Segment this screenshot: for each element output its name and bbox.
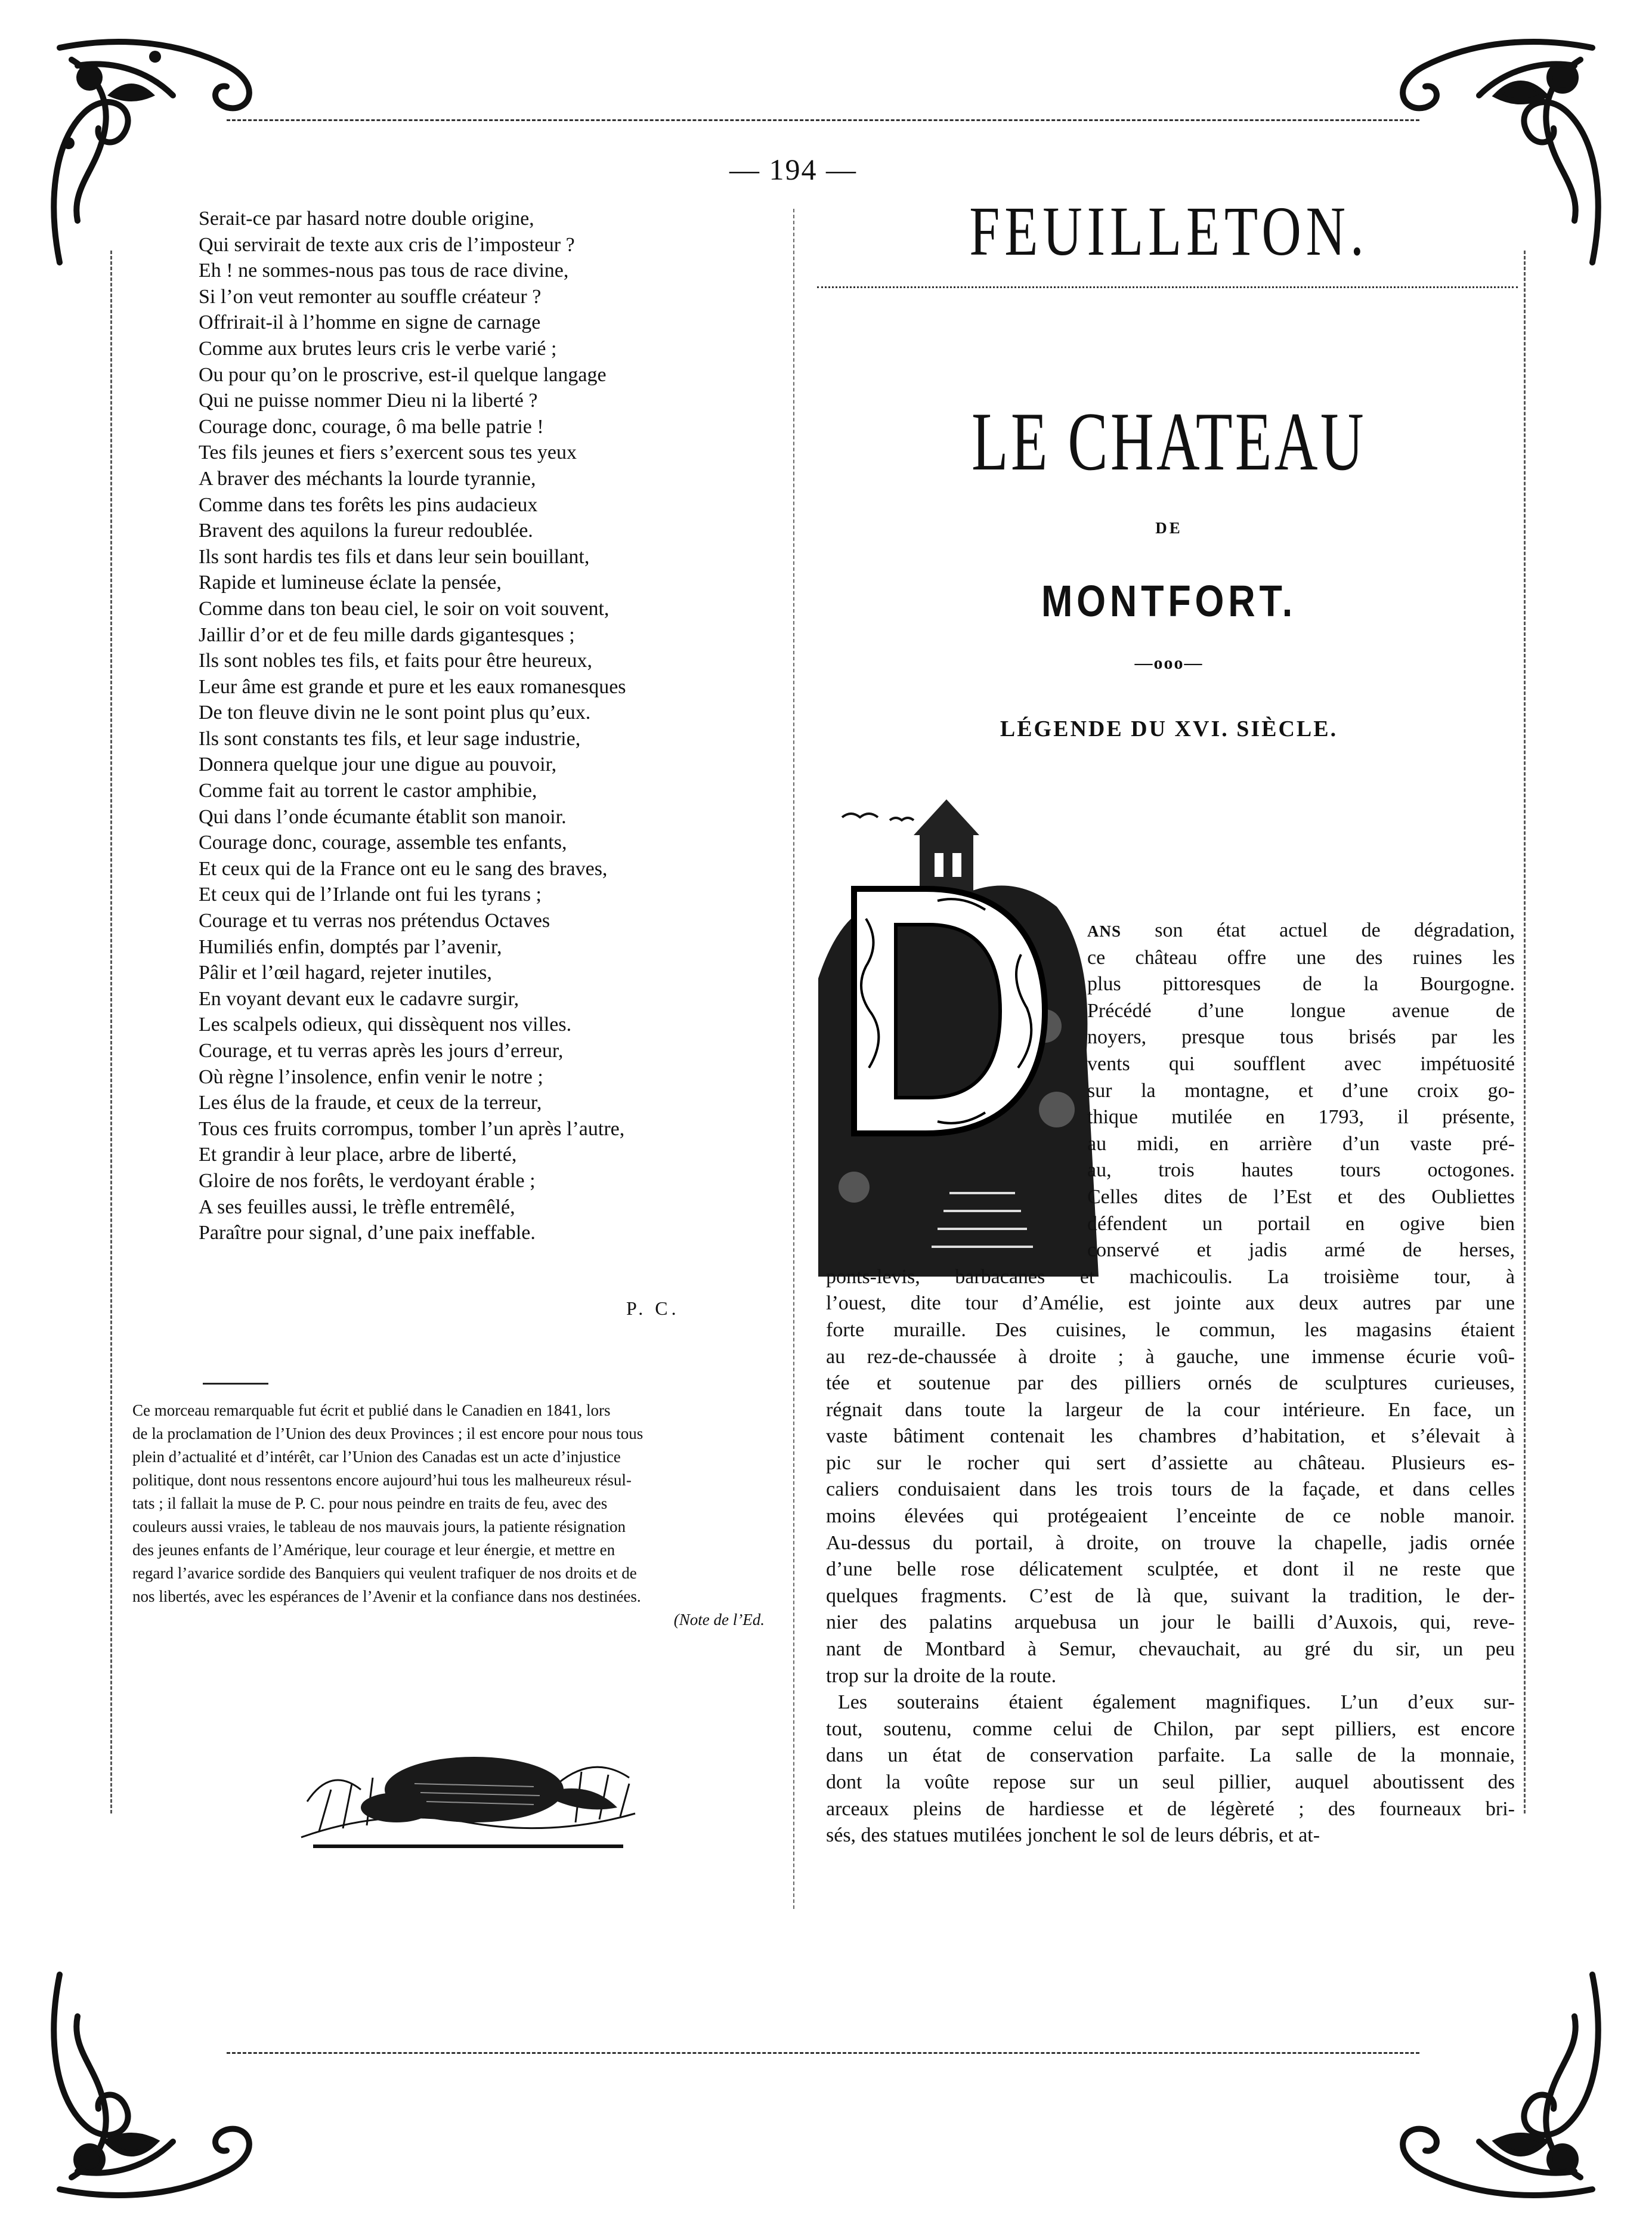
poem-line: Les élus de la fraude, et ceux de la terreur, xyxy=(199,1092,542,1114)
article-line: moins élevées qui protégeaient l’enceinte de ce noble manoir. xyxy=(826,1505,1515,1528)
poem-line: De ton fleuve divin ne le sont point plus qu’eux. xyxy=(199,702,591,724)
article-line: au rez-de-chaussée à droite ; à gauche, une immense écurie voû- xyxy=(826,1345,1515,1368)
article-line: noyers, presque tous brisés par les xyxy=(1087,1026,1515,1049)
article-line: nier des palatins arquebusa un jour le bailli d’Auxois, qui, reve- xyxy=(826,1611,1515,1634)
article-line: trop sur la droite de la route. xyxy=(826,1664,1057,1687)
poem-line: Comme fait au torrent le castor amphibie, xyxy=(199,780,537,802)
poem-line: Qui servirait de texte aux cris de l’imposteur ? xyxy=(199,233,575,256)
article-line: conservé et jadis armé de herses, xyxy=(1087,1239,1515,1262)
article-line: thique mutilée en 1793, il présente, xyxy=(1087,1106,1515,1129)
poem-line: Qui ne puisse nommer Dieu ni la liberté ? xyxy=(199,390,538,412)
corner-ornament-bottom-left xyxy=(36,1963,286,2213)
story-title-place: MONTFORT. xyxy=(1041,576,1297,626)
article-line: au midi, en arrière d’un vaste pré- xyxy=(1087,1132,1515,1155)
footnote-line: des jeunes enfants de l’Amérique, leur courage et leur énergie, et mettre en xyxy=(132,1541,615,1559)
poem-line: Ils sont hardis tes fils et dans leur sein bouillant, xyxy=(199,545,590,568)
story-body xyxy=(826,917,1515,1849)
poem-line: Courage donc, courage, assemble tes enfants, xyxy=(199,832,567,854)
top-frame-line xyxy=(227,119,1419,121)
article-first-line xyxy=(826,917,1515,945)
article-line: dont la voûte repose sur un seul pillier, auquel aboutissent des xyxy=(826,1771,1515,1793)
heading-rule xyxy=(817,286,1518,288)
poem-line: Rapide et lumineuse éclate la pensée, xyxy=(199,571,502,594)
poem-line: Pâlir et l’œil hagard, rejeter inutiles, xyxy=(199,962,492,984)
article-line: défendent un portail en ogive bien xyxy=(1087,1212,1515,1235)
poem-line: A ses feuilles aussi, le trèfle entremêlé, xyxy=(199,1195,515,1218)
poem-line: Leur âme est grande et pure et les eaux romanesques xyxy=(199,675,626,698)
poem-line: En voyant devant eux le cadavre surgir, xyxy=(199,987,519,1010)
article-line: tout, soutenu, comme celui de Chilon, par sept pilliers, est encore xyxy=(826,1717,1515,1740)
poem-line: Ou pour qu’on le proscrive, est-il quelque langage xyxy=(199,363,607,386)
footnote-line: regard l’avarice sordide des Banquiers qui veulent trafiquer de nos droits et de xyxy=(132,1564,637,1582)
footnote-line: nos libertés, avec les espérances de l’Avenir et la confiance dans nos destinées. xyxy=(132,1587,641,1605)
poem-line: Tes fils jeunes et fiers s’exercent sous tes yeux xyxy=(199,441,577,464)
article-line: caliers conduisaient dans les trois tours de la façade, et dans celles xyxy=(826,1478,1515,1501)
beaver-vignette-illustration xyxy=(295,1718,641,1855)
article-line: tée et soutenue par des pilliers ornés de sculptures curieuses, xyxy=(826,1372,1515,1395)
article-line: son état actuel de dégradation, xyxy=(1121,919,1515,941)
article-line: quelques fragments. C’est de là que, suivant la tradition, le der- xyxy=(826,1584,1515,1607)
poem-line: Eh ! ne sommes-nous pas tous de race divine, xyxy=(199,259,569,282)
footnote-line: Ce morceau remarquable fut écrit et publié dans le Canadien en 1841, lors xyxy=(132,1401,611,1419)
column-divider xyxy=(793,209,794,1909)
poem-line: Où règne l’insolence, enfin venir le notre ; xyxy=(199,1065,543,1088)
section-heading: FEUILLETON. xyxy=(969,192,1369,270)
left-frame-line xyxy=(110,251,112,1813)
poem-line: Qui dans l’onde écumante établit son manoir. xyxy=(199,805,567,828)
article-line: régnait dans toute la largeur de la cour intérieure. En face, un xyxy=(826,1398,1515,1421)
poem-line: Comme dans ton beau ciel, le soir on voit souvent, xyxy=(199,597,610,620)
article-line: d’une belle rose délicatement sculptée, et dont il ne reste que xyxy=(826,1558,1515,1581)
corner-ornament-bottom-right xyxy=(1366,1963,1616,2213)
article-line: nant de Montbard à Semur, chevauchait, au gré du sir, un peu xyxy=(826,1638,1515,1661)
poem-line: Si l’on veut remonter au souffle créateur ? xyxy=(199,285,542,308)
poem-line: Comme aux brutes leurs cris le verbe varié ; xyxy=(199,337,557,360)
poem-line: Paraître pour signal, d’une paix ineffable. xyxy=(199,1222,536,1244)
story-title: LE CHATEAU xyxy=(972,396,1366,488)
poem-line: Et grandir à leur place, arbre de liberté, xyxy=(199,1144,517,1166)
poem-line: Courage et tu verras nos prétendus Octaves xyxy=(199,910,550,932)
poem-line: Les scalpels odieux, qui dissèquent nos villes. xyxy=(199,1014,572,1036)
poem-line: Et ceux qui de la France ont eu le sang des braves, xyxy=(199,857,608,880)
footnote-line: de la proclamation de l’Union des deux Provinces ; il est encore pour nous tous xyxy=(132,1425,644,1442)
footnote-note: (Note de l’Ed. xyxy=(673,1611,765,1629)
poem-line: Tous ces fruits corrompus, tomber l’un après l’autre, xyxy=(199,1117,625,1140)
article-line: ponts-levis, barbacanes et machicoulis. La troisième tour, à xyxy=(826,1265,1515,1288)
article-line: Les souterains étaient également magnifiques. L’un d’eux sur- xyxy=(838,1691,1515,1714)
footnote-line: couleurs aussi vraies, le tableau de nos mauvais jours, la patiente résignation xyxy=(132,1518,626,1535)
story-title-preposition: DE xyxy=(1155,519,1183,537)
article-line: dans un état de conservation parfaite. La salle de la monnaie, xyxy=(826,1744,1515,1767)
footnote-line: plein d’actualité et d’intérêt, car l’Union des Canadas est un acte d’injustice xyxy=(132,1448,621,1466)
poem-line: Courage donc, courage, ô ma belle patrie ! xyxy=(199,415,544,438)
poem-line: Donnera quelque jour une digue au pouvoir, xyxy=(199,753,557,776)
footnote-line: politique, dont nous ressentons encore aujourd’hui tous les malheureux résul- xyxy=(132,1471,632,1489)
article-line: Celles dites de l’Est et des Oubliettes xyxy=(1087,1185,1515,1208)
article-line: l’ouest, dite tour d’Amélie, est jointe aux deux autres par une xyxy=(826,1292,1515,1315)
article-line: sur la montagne, et d’une croix go- xyxy=(1087,1079,1515,1102)
footnote-line: tats ; il fallait la muse de P. C. pour nous peindre en traits de feu, avec des xyxy=(132,1494,608,1512)
article-line: sés, des statues mutilées jonchent le sol de leurs débris, et at- xyxy=(826,1824,1320,1847)
poem-line: Offrirait-il à l’homme en signe de carnage xyxy=(199,311,541,334)
article-line: plus pittoresques de la Bourgogne. xyxy=(1087,973,1515,996)
story-subtitle: LÉGENDE DU XVI. SIÈCLE. xyxy=(1000,716,1338,741)
article-line: Précédé d’une longue avenue de xyxy=(1087,999,1515,1022)
article-line: au, trois hautes tours octogones. xyxy=(1087,1159,1515,1182)
dropcap-continuation: ANS xyxy=(1087,922,1122,940)
article-line: vents qui soufflent avec impétuosité xyxy=(1087,1052,1515,1075)
poem-line: Serait-ce par hasard notre double origine, xyxy=(199,208,534,230)
poem-signature: P. C. xyxy=(626,1297,680,1319)
article-line: ce château offre une des ruines les xyxy=(1087,946,1515,969)
poem-line: Gloire de nos forêts, le verdoyant érable ; xyxy=(199,1169,536,1192)
right-frame-line xyxy=(1524,251,1526,1813)
poem xyxy=(199,206,795,1246)
poem-line: Ils sont constants tes fils, et leur sage industrie, xyxy=(199,727,581,750)
poem-line: Comme dans tes forêts les pins audacieux xyxy=(199,493,538,516)
page-number: — 194 — xyxy=(729,153,857,186)
article-line: vaste bâtiment contenait les chambres d’habitation, et s’élevait à xyxy=(826,1425,1515,1448)
article-line: forte muraille. Des cuisines, le commun, les magasins étaient xyxy=(826,1318,1515,1341)
poem-line: A braver des méchants la lourde tyrannie, xyxy=(199,467,536,490)
article-line: pic sur le rocher qui sert d’assiette au château. Plusieurs es- xyxy=(826,1451,1515,1474)
poem-line: Jaillir d’or et de feu mille dards gigantesques ; xyxy=(199,623,575,646)
article-line: Au-dessus du portail, à droite, on trouve la chapelle, jadis ornée xyxy=(826,1531,1515,1554)
footnote-rule xyxy=(203,1383,268,1385)
article-line: arceaux pleins de hardiesse et de légèreté ; des fourneaux bri- xyxy=(826,1797,1515,1820)
title-ornament: —ooo— xyxy=(1134,653,1204,673)
bottom-frame-line xyxy=(227,2052,1419,2054)
poem-line: Bravent des aquilons la fureur redoublée. xyxy=(199,520,533,542)
poem-line: Et ceux qui de l’Irlande ont fui les tyrans ; xyxy=(199,883,542,906)
poem-line: Courage, et tu verras après les jours d’erreur, xyxy=(199,1040,564,1062)
poem-line: Ils sont nobles tes fils, et faits pour être heureux, xyxy=(199,650,593,672)
poem-line: Humiliés enfin, domptés par l’avenir, xyxy=(199,935,502,958)
footnote xyxy=(132,1399,776,1632)
